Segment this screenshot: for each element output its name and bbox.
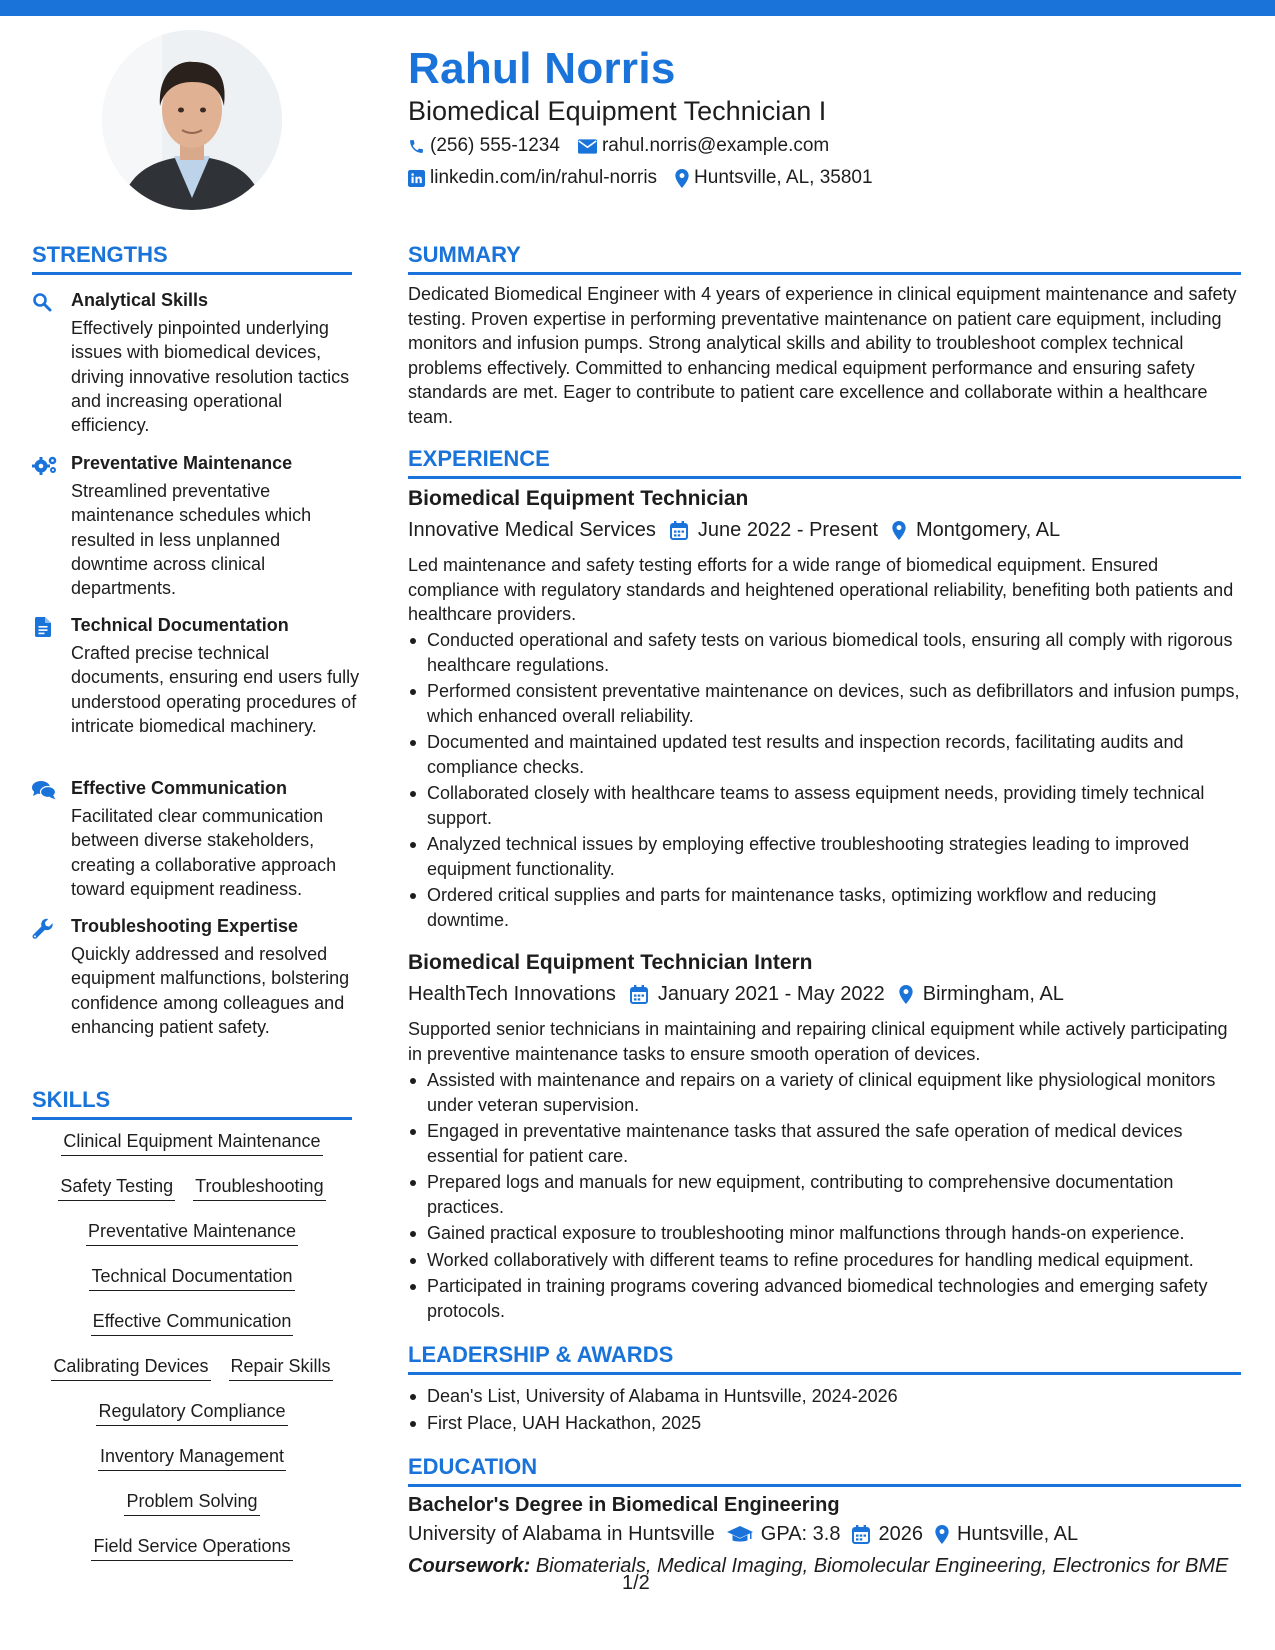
candidate-name: Rahul Norris: [408, 44, 676, 93]
strength-description: Crafted precise technical documents, ensuring end users fully understood operating procedures of intricate biomedical machinery.: [71, 643, 360, 736]
job-bullet: Worked collaboratively with different teams to refine procedures for handling medical equipment.: [408, 1248, 1243, 1273]
graduation-cap-icon: [727, 1526, 753, 1544]
candidate-title: Biomedical Equipment Technician I: [408, 96, 827, 126]
job-bullet: Gained practical exposure to troubleshooting minor malfunctions through hands-on experience.: [408, 1221, 1243, 1246]
school-name: University of Alabama in Huntsville: [408, 1523, 715, 1545]
skill-row: [32, 1536, 352, 1581]
leadership-heading: LEADERSHIP & AWARDS: [408, 1342, 674, 1367]
job-title: Biomedical Equipment Technician Intern: [408, 951, 813, 974]
envelope-icon: [578, 139, 597, 154]
leadership-list: [408, 1384, 1243, 1437]
award-item: First Place, UAH Hackathon, 2025: [408, 1411, 1243, 1436]
wrench-icon: [32, 918, 56, 940]
map-pin-icon: [892, 521, 906, 540]
job-title: Biomedical Equipment Technician: [408, 487, 749, 510]
job-bullets: [408, 628, 1243, 934]
job-summary: Supported senior technicians in maintaining and repairing clinical equipment while actively participating in preventive maintenance tasks to ensure smooth operation of devices.: [408, 1019, 1228, 1064]
job-bullet: Prepared logs and manuals for new equipment, contributing to comprehensive documentation practices.: [408, 1170, 1243, 1219]
contact-row-2: [408, 167, 891, 189]
skill-tag: Problem Solving: [124, 1491, 259, 1516]
job-meta: [408, 983, 1064, 1006]
skill-tag: Clinical Equipment Maintenance: [61, 1131, 322, 1156]
degree-title: Bachelor's Degree in Biomedical Engineering: [408, 1494, 840, 1516]
gears-icon: [32, 455, 56, 477]
skills-list: [32, 1131, 352, 1581]
chat-icon: [32, 780, 56, 802]
phone-text: (256) 555-1234: [430, 135, 560, 156]
education-meta: [408, 1523, 1078, 1546]
skill-tag: Safety Testing: [58, 1176, 175, 1201]
phone-item: [408, 135, 560, 157]
email-text[interactable]: rahul.norris@example.com: [601, 135, 830, 156]
job-bullet: Ordered critical supplies and parts for maintenance tasks, optimizing workflow and reducing downtime.: [408, 883, 1243, 932]
skill-row: [32, 1446, 352, 1491]
job-bullet: Assisted with maintenance and repairs on a variety of clinical equipment like physiological monitors under veteran supervision.: [408, 1068, 1243, 1117]
coursework-text: Biomaterials, Medical Imaging, Biomolecular Engineering, Electronics for BME: [535, 1555, 1229, 1577]
document-icon: [32, 617, 56, 639]
skill-row: [32, 1266, 352, 1311]
strength-title: Technical Documentation: [71, 615, 289, 635]
strengths-heading: STRENGTHS: [32, 242, 168, 267]
linkedin-item[interactable]: [408, 167, 657, 189]
job-bullet: Participated in training programs covering advanced biomedical technologies and emerging safety protocols.: [408, 1274, 1243, 1323]
skill-row: [32, 1311, 352, 1356]
location-item: [675, 167, 873, 189]
calendar-icon: [670, 521, 688, 540]
calendar-icon: [852, 1525, 870, 1544]
experience-heading: EXPERIENCE: [408, 446, 550, 471]
skill-tag: Calibrating Devices: [51, 1356, 210, 1381]
company-name: Innovative Medical Services: [408, 519, 656, 541]
job-location: Birmingham, AL: [922, 983, 1064, 1005]
company-name: HealthTech Innovations: [408, 983, 616, 1005]
location-text: Huntsville, AL, 35801: [694, 167, 873, 188]
strength-description: Effectively pinpointed underlying issues with biomedical devices, driving innovative resolution tactics and increasing operational efficiency.: [71, 318, 350, 436]
award-item: Dean's List, University of Alabama in Huntsville, 2024-2026: [408, 1384, 1243, 1409]
skill-row: [32, 1356, 352, 1401]
job-bullet: Collaborated closely with healthcare teams to assess equipment needs, providing timely technical support.: [408, 781, 1243, 830]
strength-title: Effective Communication: [71, 778, 288, 798]
strength-title: Preventative Maintenance: [71, 453, 293, 473]
strength-description: Facilitated clear communication between diverse stakeholders, creating a collaborative approach toward equipment readiness.: [71, 806, 337, 899]
phone-icon: [408, 138, 425, 155]
job-bullets: [408, 1068, 1243, 1325]
job-bullet: Engaged in preventative maintenance tasks that assured the safe operation of medical devices essential for patient care.: [408, 1119, 1243, 1168]
skills-divider: [32, 1117, 352, 1120]
top-accent-bar: [0, 0, 1275, 16]
linkedin-text[interactable]: linkedin.com/in/rahul-norris: [430, 167, 658, 188]
job-meta: [408, 519, 1060, 542]
strength-title: Troubleshooting Expertise: [71, 916, 299, 936]
skill-row: [32, 1221, 352, 1266]
job-summary: Led maintenance and safety testing efforts for a wide range of biomedical equipment. Ensured compliance with regulatory standards and heightened operational reliability, benefiting both patients and healthcare providers.: [408, 555, 1234, 624]
linkedin-icon: [408, 170, 425, 187]
education-heading: EDUCATION: [408, 1454, 538, 1479]
school-location: Huntsville, AL: [956, 1523, 1079, 1545]
contact-row-1: [408, 135, 847, 157]
skill-row: [32, 1131, 352, 1176]
search-icon: [32, 292, 56, 314]
skill-tag: Technical Documentation: [89, 1266, 294, 1291]
skill-row: [32, 1176, 352, 1221]
skill-tag: Inventory Management: [98, 1446, 286, 1471]
job-bullet: Analyzed technical issues by employing effective troubleshooting strategies leading to improved equipment functionality.: [408, 832, 1243, 881]
coursework-label: Coursework:: [408, 1555, 531, 1577]
job-bullet: Documented and maintained updated test results and inspection records, facilitating audits and compliance checks.: [408, 730, 1243, 779]
experience-divider: [408, 476, 1241, 479]
strength-description: Quickly addressed and resolved equipment malfunctions, bolstering confidence among colleagues and enhancing patient safety.: [71, 944, 350, 1037]
coursework-line: [408, 1555, 1228, 1578]
skill-tag: Preventative Maintenance: [86, 1221, 298, 1246]
gpa-text: GPA: 3.8: [760, 1523, 841, 1545]
skill-row: [32, 1401, 352, 1446]
job-bullet: Conducted operational and safety tests on various biomedical tools, ensuring all comply with rigorous healthcare regulations.: [408, 628, 1243, 677]
map-pin-icon: [675, 169, 689, 188]
email-item[interactable]: [578, 135, 829, 157]
skills-heading: SKILLS: [32, 1087, 111, 1112]
profile-photo: [102, 30, 282, 210]
job-location: Montgomery, AL: [916, 519, 1061, 541]
map-pin-icon: [899, 985, 913, 1004]
graduation-year: 2026: [878, 1523, 923, 1545]
strengths-divider: [32, 272, 352, 275]
strength-description: Streamlined preventative maintenance schedules which resulted in less unplanned downtime across clinical departments.: [71, 481, 312, 599]
skill-tag: Troubleshooting: [193, 1176, 325, 1201]
summary-heading: SUMMARY: [408, 242, 521, 267]
skill-tag: Effective Communication: [91, 1311, 294, 1336]
skill-tag: Repair Skills: [229, 1356, 333, 1381]
summary-text: Dedicated Biomedical Engineer with 4 years of experience in clinical equipment maintenance and safety testing. Proven expertise in performing preventative maintenance on patient care equipment, including monitors and infusion pumps. Strong analytical skills and ability to troubleshoot complex technical problems effectively. Committed to enhancing medical equipment performance and ensuring safety standards are met. Eager to contribute to patient care excellence and collaborate within a healthcare team.: [408, 284, 1237, 427]
page-number: 1/2: [622, 1572, 650, 1594]
job-dates: January 2021 - May 2022: [657, 983, 885, 1005]
calendar-icon: [630, 985, 648, 1004]
job-bullet: Performed consistent preventative maintenance on devices, such as defibrillators and infusion pumps, which enhanced overall reliability.: [408, 679, 1243, 728]
education-divider: [408, 1484, 1241, 1487]
summary-divider: [408, 272, 1241, 275]
job-dates: June 2022 - Present: [697, 519, 879, 541]
leadership-divider: [408, 1372, 1241, 1375]
map-pin-icon: [935, 1525, 949, 1544]
strength-title: Analytical Skills: [71, 290, 209, 310]
skill-row: [32, 1491, 352, 1536]
skill-tag: Regulatory Compliance: [96, 1401, 287, 1426]
skill-tag: Field Service Operations: [91, 1536, 292, 1561]
